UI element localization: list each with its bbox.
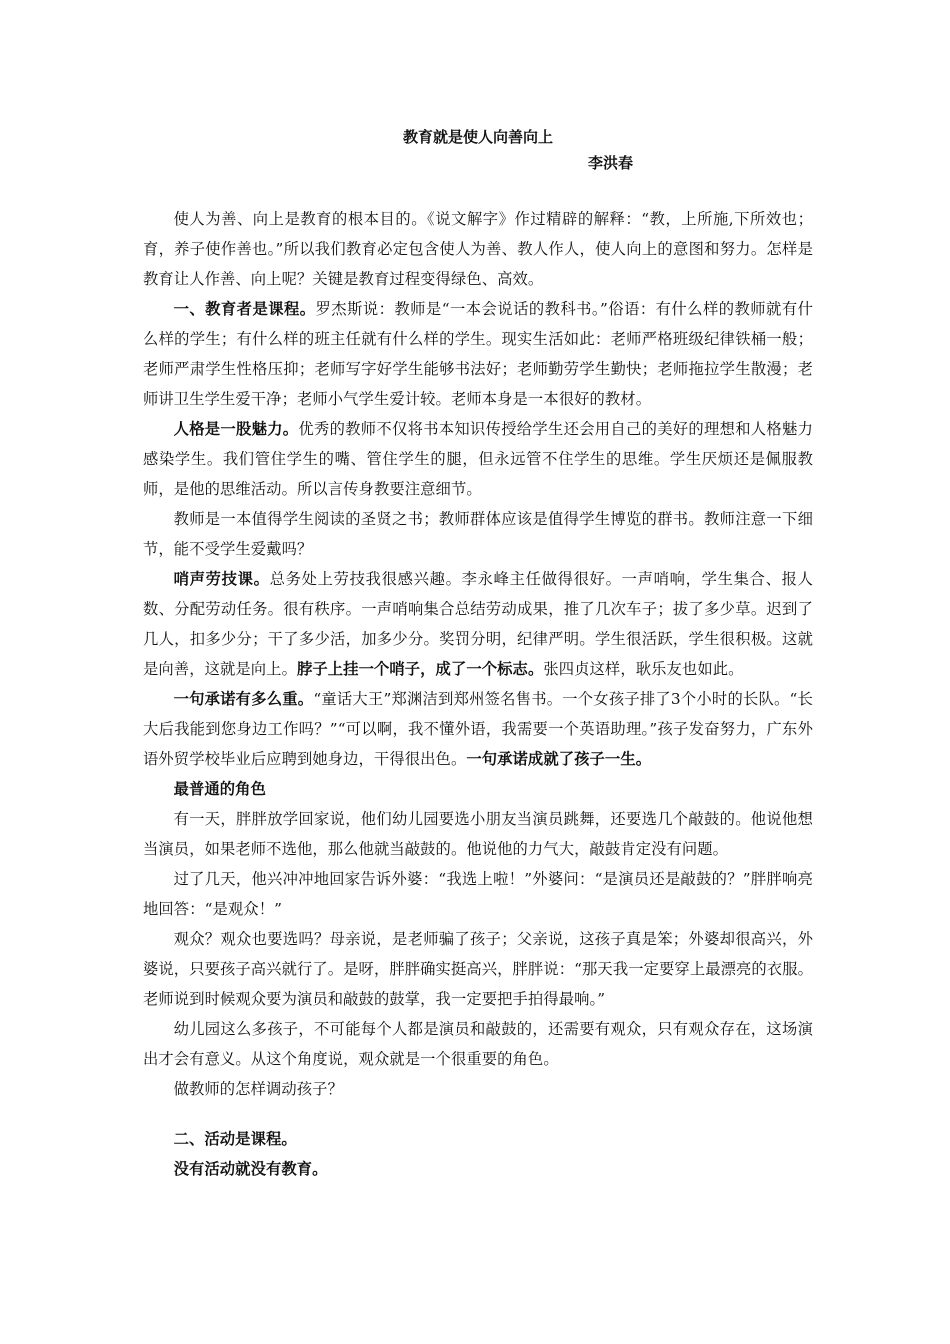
spacer: [143, 176, 813, 204]
paragraph-text: 有一天，胖胖放学回家说，他们幼儿园要选小朋友当演员跳舞，还要选几个敲鼓的。他说他想当演员，如果老师不选他，那么他就当敲鼓的。他说他的力气大，敲鼓肯定没有问题。: [143, 810, 813, 858]
section-heading: 二、活动是课程。: [173, 1130, 297, 1148]
paragraph-text: 观众？观众也要选吗？母亲说，是老师骗了孩子；父亲说，这孩子真是笨；外婆却很高兴，外婆说，只要孩子高兴就行了。是呀，胖胖确实挺高兴，胖胖说：“那天我一定要穿上最漂亮的衣服。老师说到时候观众要为演员和敲鼓的鼓掌，我一定要把手拍得最响。”: [143, 930, 813, 1008]
paragraph-lead-bold: 哨声劳技课。: [173, 570, 270, 588]
paragraph-intro: [143, 204, 813, 294]
paragraph-lead-bold: 最普通的角色: [173, 780, 266, 798]
paragraph-inline-bold: 一句承诺成就了孩子一生。: [466, 750, 652, 768]
paragraph-lead-bold: 一句承诺有多么重。: [173, 690, 314, 708]
paragraph-text: 幼儿园这么多孩子，不可能每个人都是演员和敲鼓的，还需要有观众，只有观众存在，这场演出才会有意义。从这个角度说，观众就是一个很重要的角色。: [143, 1020, 813, 1068]
paragraph-story-2: [143, 864, 813, 924]
section-subheading: 没有活动就没有教育。: [173, 1160, 328, 1178]
paragraph-lead-bold: 一、教育者是课程。: [173, 300, 316, 318]
document-body: [143, 124, 813, 1184]
paragraph-text: 做教师的怎样调动孩子？: [173, 1080, 343, 1098]
document-author: 李洪春: [587, 154, 633, 172]
paragraph-text: 张四贞这样，耿乐友也如此。: [543, 660, 744, 678]
paragraph-text: “童话大王”郑渊洁到郑州签名售书。一个女孩子排了3个小时的长队。“长大后我能到您身边工作吗？”“可以啊，我不懂外语，我需要一个英语助理。”孩子发奋努力，广东外语外贸学校毕业后应聘到她身边，干得很出色。: [143, 690, 813, 768]
document-title: 教育就是使人向善向上: [402, 128, 553, 146]
paragraph-story-4: [143, 1014, 813, 1074]
paragraph-personality-charm: [143, 414, 813, 504]
paragraph-text: 过了几天，他兴冲冲地回家告诉外婆：“我选上啦！”外婆问：“是演员还是敲鼓的？”胖胖响亮地回答：“是观众！”: [143, 870, 813, 918]
paragraph-promise: [143, 684, 813, 774]
paragraph-text: 使人为善、向上是教育的根本目的。《说文解字》作过精辟的解释：“教，上所施,下所效也；育，养子使作善也。”所以我们教育必定包含使人为善、教人作人，使人向上的意图和努力。怎样是教育让人作善、向上呢？关键是教育过程变得绿色、高效。: [143, 210, 813, 288]
paragraph-inline-bold: 脖子上挂一个哨子，成了一个标志。: [296, 660, 544, 678]
spacer: [143, 1104, 813, 1124]
paragraph-whistle-class: [143, 564, 813, 684]
paragraph-text: 总务处上劳技我很感兴趣。李永峰主任做得很好。一声哨响，学生集合、报人数、分配劳动任务。很有秩序。一声哨响集合总结劳动成果，推了几次车子；拔了多少草。迟到了几人，扣多少分；干了多少活，加多少分。奖罚分明，纪律严明。学生很活跃，学生很积极。这就是向善，这就是向上。: [143, 570, 813, 678]
paragraph-text: 罗杰斯说：教师是“一本会说话的教科书。”俗语：有什么样的教师就有什么样的学生；有什么样的班主任就有什么样的学生。现实生活如此：老师严格班级纪律铁桶一般；老师严肃学生性格压抑；老师写字好学生能够书法好；老师勤劳学生勤快；老师拖拉学生散漫；老师讲卫生学生爱干净；老师小气学生爱计较。老师本身是一本很好的教材。: [143, 300, 813, 408]
paragraph-ordinary-role-heading: [143, 774, 813, 804]
paragraph-text: 优秀的教师不仅将书本知识传授给学生还会用自己的美好的理想和人格魅力感染学生。我们管住学生的嘴、管住学生的腿，但永远管不住学生的思维。学生厌烦还是佩服教师，是他的思维活动。所以言传身教要注意细节。: [143, 420, 813, 498]
paragraph-educator-is-course: [143, 294, 813, 414]
paragraph-teacher-book: [143, 504, 813, 564]
paragraph-question: [143, 1074, 813, 1104]
paragraph-text: 教师是一本值得学生阅读的圣贤之书；教师群体应该是值得学生博览的群书。教师注意一下细节，能不受学生爱戴吗？: [143, 510, 813, 558]
paragraph-story-3: [143, 924, 813, 1014]
paragraph-story-1: [143, 804, 813, 864]
paragraph-lead-bold: 人格是一股魅力。: [173, 420, 299, 438]
